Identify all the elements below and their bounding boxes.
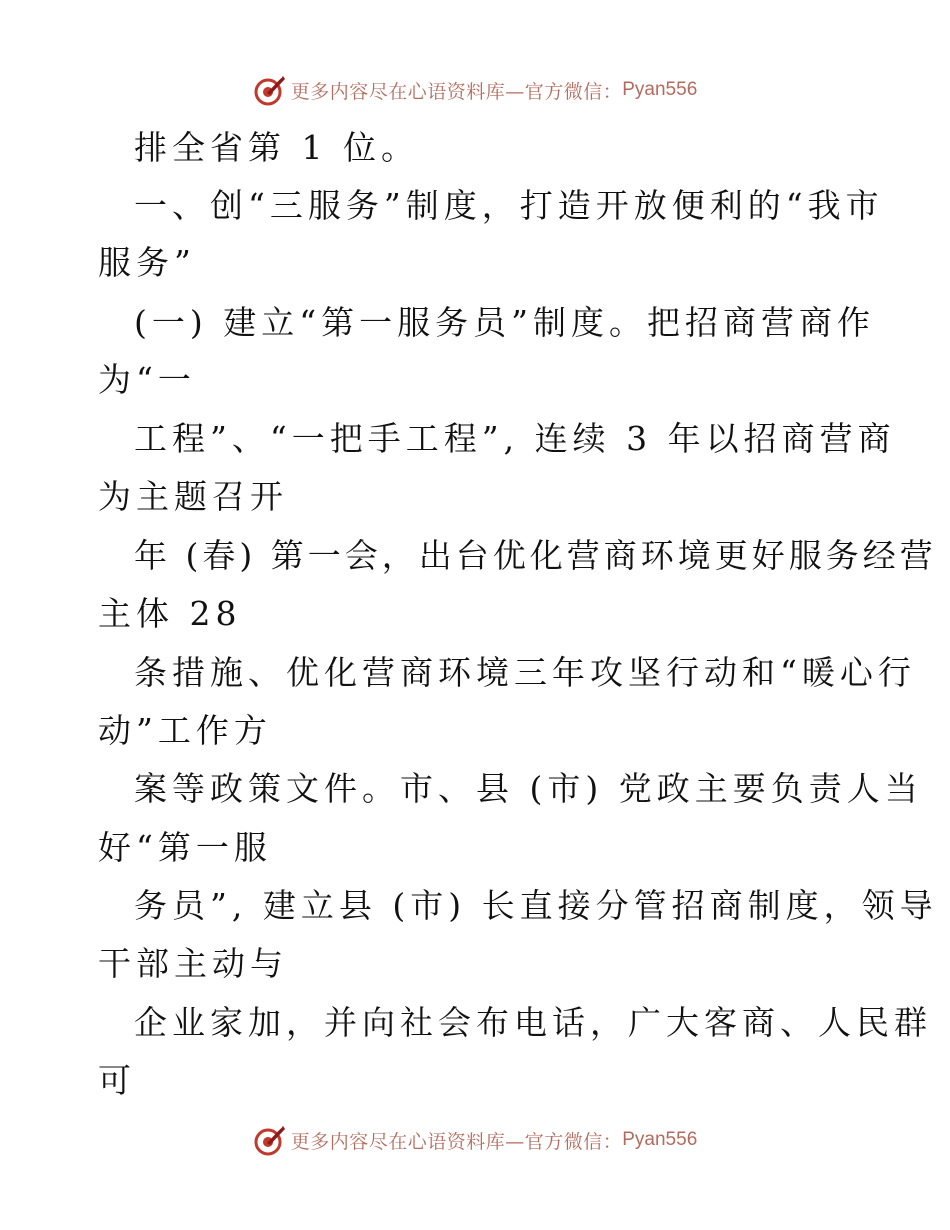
text-line: 为主题召开 — [98, 477, 288, 516]
watermark-text: 更多内容尽在心语资料库—官方微信： — [290, 80, 623, 103]
text-line: 主体 28 — [98, 594, 242, 633]
text-line: 条措施、优化营商环境三年攻坚行动和“暖心行 — [134, 653, 916, 692]
text-line: 为“一 — [98, 360, 196, 399]
text-line: 排全省第 1 位。 — [134, 128, 419, 167]
text-line: 企业家加，并向社会布电话，广大客商、人民群 — [134, 1003, 932, 1042]
watermark-wechat-id: Pyan556 — [622, 79, 698, 100]
text-line: 可 — [98, 1061, 136, 1100]
footer-watermark — [0, 1120, 950, 1160]
text-line: 工程”、“一把手工程”, 连续 3 年以招商营商 — [134, 419, 896, 458]
text-line: 好“第一服 — [98, 828, 272, 867]
text-line: 服务” — [98, 243, 196, 282]
text-line: 一、创“三服务”制度，打造开放便利的“我市 — [134, 186, 884, 225]
header-watermark — [0, 70, 950, 110]
watermark-wechat-id: Pyan556 — [622, 1129, 698, 1150]
quill-logo-icon — [253, 73, 287, 107]
watermark-text: 更多内容尽在心语资料库—官方微信： — [290, 1130, 623, 1153]
text-line: 动”工作方 — [98, 711, 272, 750]
text-line: 年 (春) 第一会，出台优化营商环境更好服务经营 — [134, 536, 937, 575]
quill-logo-icon — [253, 1123, 287, 1157]
text-line: 案等政策文件。市、县 (市) 党政主要负责人当 — [134, 769, 923, 808]
text-line: (一) 建立“第一服务员”制度。把招商营商作 — [134, 303, 875, 342]
text-line: 干部主动与 — [98, 944, 288, 983]
text-line: 务员”, 建立县 (市) 长直接分管招商制度，领导 — [134, 886, 938, 925]
